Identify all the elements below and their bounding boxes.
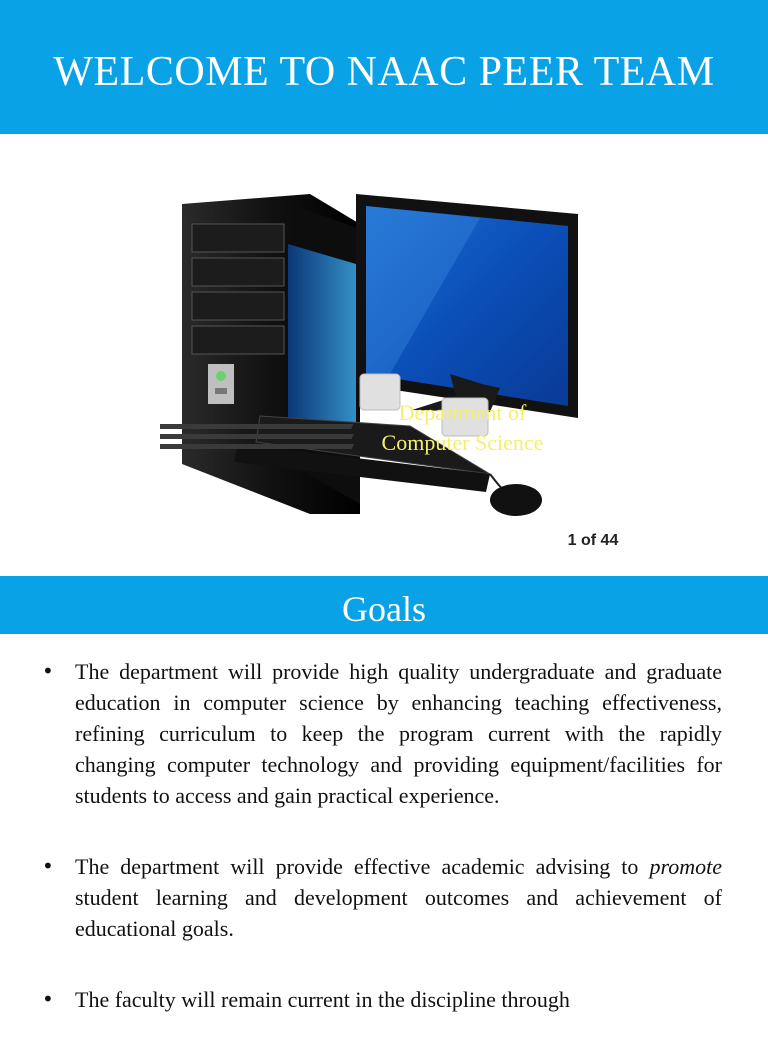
bullet-icon: • [42,659,54,683]
screen-text-line2: Computer Science [381,430,544,455]
page-indicator: 1 of 44 [567,532,619,549]
computer-illustration [160,174,620,534]
list-item [0,984,768,1015]
list-item [0,656,768,811]
goals-banner [0,576,768,634]
list-item [0,851,768,944]
screen-text [360,398,565,458]
title-banner [0,0,768,134]
mouse-icon [490,484,542,516]
screen-text-line1: Department of [398,400,527,425]
page-title: WELCOME TO NAAC PEER TEAM [53,49,715,95]
bullet-text-after: student learning and development outcomes and achievement of educational goals. [75,885,722,941]
bullet-text: The faculty will remain current in the discipline through [75,987,570,1012]
goals-heading: Goals [342,589,426,629]
goals-list [0,656,768,1055]
bullet-text-before: The department will provide effective academic advising to [75,854,650,879]
slide-thumbnail[interactable] [0,134,768,576]
bullet-emphasis: promote [649,854,722,879]
bullet-icon: • [42,987,54,1011]
bullet-icon: • [42,854,54,878]
bullet-text: The department will provide high quality undergraduate and graduate education in computer science by enhancing teaching effectiveness, refining curriculum to keep the program current with the rapidly changing computer technology and providing equipment/facilities for students to access and gain practical experience. [75,659,722,808]
